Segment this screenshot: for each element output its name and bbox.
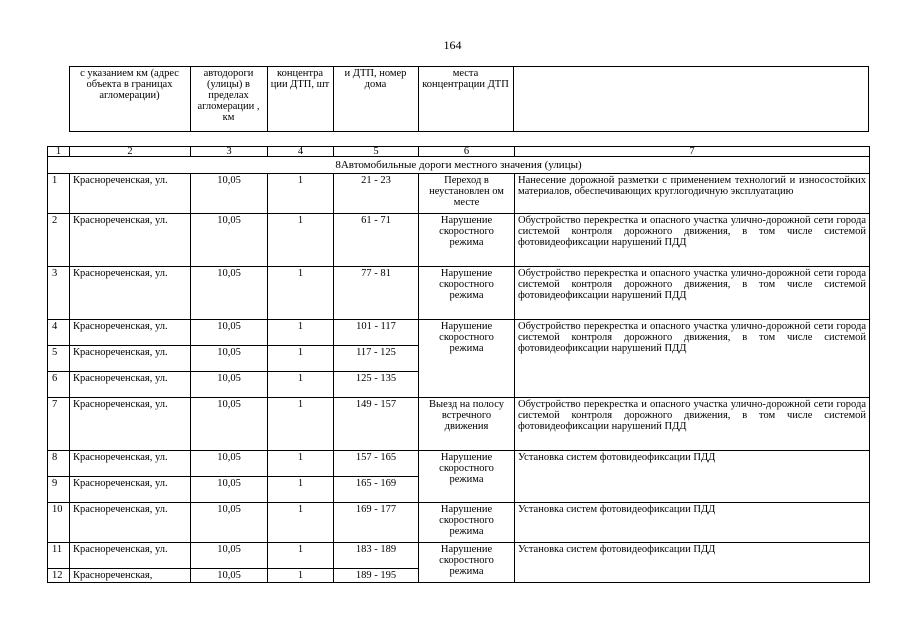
measure-cell: Обустройство перекрестка и опасного участка улично-дорожной сети города системой контроля дорожного движения, в том числе системой фотовидеофиксации нарушений ПДД	[515, 320, 870, 398]
row-number: 8	[48, 451, 70, 477]
table-row	[48, 320, 870, 346]
measure-cell: Обустройство перекрестка и опасного участка улично-дорожной сети города системой контроля дорожного движения, в том числе системой фотовидеофиксации нарушений ПДД	[515, 267, 870, 320]
reason-cell: Выезд на полосу встречного движения	[419, 398, 515, 451]
street-cell: Краснореченская, ул.	[70, 451, 191, 477]
street-cell: Краснореченская, ул.	[70, 503, 191, 543]
row-number: 2	[48, 214, 70, 267]
row-number: 4	[48, 320, 70, 346]
table-row	[48, 398, 870, 451]
street-cell: Краснореченская, ул.	[70, 346, 191, 372]
row-number: 6	[48, 372, 70, 398]
reason-cell: Нарушение скоростного режима	[419, 543, 515, 583]
header-cell-3: автодороги (улицы) в пределах агломерации , км	[190, 67, 267, 132]
street-cell: Краснореченская, ул.	[70, 267, 191, 320]
column-number: 2	[70, 147, 191, 157]
row-number: 3	[48, 267, 70, 320]
data-table	[47, 146, 870, 583]
count-cell: 1	[268, 543, 334, 569]
count-cell: 1	[268, 503, 334, 543]
table-row	[48, 214, 870, 267]
measure-cell: Обустройство перекрестка и опасного участка улично-дорожной сети города системой контроля дорожного движения, в том числе системой фотовидеофиксации нарушений ПДД	[515, 398, 870, 451]
row-number: 10	[48, 503, 70, 543]
houses-cell: 157 - 165	[334, 451, 419, 477]
header-cell-4: концентра ции ДТП, шт	[267, 67, 333, 132]
street-cell: Краснореченская,	[70, 569, 191, 583]
street-cell: Краснореченская, ул.	[70, 214, 191, 267]
street-cell: Краснореченская, ул.	[70, 372, 191, 398]
column-number: 1	[48, 147, 70, 157]
count-cell: 1	[268, 398, 334, 451]
houses-cell: 149 - 157	[334, 398, 419, 451]
row-number: 9	[48, 477, 70, 503]
length-cell: 10,05	[191, 372, 268, 398]
houses-cell: 165 - 169	[334, 477, 419, 503]
reason-cell: Нарушение скоростного режима	[419, 451, 515, 503]
count-cell: 1	[268, 451, 334, 477]
houses-cell: 61 - 71	[334, 214, 419, 267]
measure-cell: Нанесение дорожной разметки с применением технологий и износостойких материалов, обеспечивающих круглогодичную эксплуатацию	[515, 174, 870, 214]
count-cell: 1	[268, 267, 334, 320]
length-cell: 10,05	[191, 346, 268, 372]
count-cell: 1	[268, 320, 334, 346]
row-number: 5	[48, 346, 70, 372]
length-cell: 10,05	[191, 174, 268, 214]
count-cell: 1	[268, 214, 334, 267]
row-number: 11	[48, 543, 70, 569]
measure-cell: Установка систем фотовидеофиксации ПДД	[515, 503, 870, 543]
street-cell: Краснореченская, ул.	[70, 320, 191, 346]
houses-cell: 117 - 125	[334, 346, 419, 372]
table-row	[48, 503, 870, 543]
header-cell-2: с указанием км (адрес объекта в границах агломерации)	[69, 67, 190, 132]
houses-cell: 21 - 23	[334, 174, 419, 214]
length-cell: 10,05	[191, 451, 268, 477]
reason-cell: Переход в неустановлен ом месте	[419, 174, 515, 214]
houses-cell: 183 - 189	[334, 543, 419, 569]
page-number: 164	[443, 38, 462, 52]
reason-cell: Нарушение скоростного режима	[419, 503, 515, 543]
count-cell: 1	[268, 569, 334, 583]
reason-cell: Нарушение скоростного режима	[419, 320, 515, 398]
column-number: 6	[419, 147, 515, 157]
header-cell-6: места концентрации ДТП	[418, 67, 513, 132]
header-table	[47, 66, 869, 132]
reason-cell: Нарушение скоростного режима	[419, 214, 515, 267]
street-cell: Краснореченская, ул.	[70, 543, 191, 569]
count-cell: 1	[268, 346, 334, 372]
table-row	[48, 543, 870, 569]
street-cell: Краснореченская, ул.	[70, 477, 191, 503]
row-number: 7	[48, 398, 70, 451]
measure-cell: Установка систем фотовидеофиксации ПДД	[515, 543, 870, 583]
header-cell-1	[47, 67, 69, 132]
reason-cell: Нарушение скоростного режима	[419, 267, 515, 320]
table-row	[48, 267, 870, 320]
row-number: 1	[48, 174, 70, 214]
houses-cell: 125 - 135	[334, 372, 419, 398]
houses-cell: 77 - 81	[334, 267, 419, 320]
column-number: 4	[268, 147, 334, 157]
length-cell: 10,05	[191, 477, 268, 503]
length-cell: 10,05	[191, 214, 268, 267]
count-cell: 1	[268, 477, 334, 503]
houses-cell: 169 - 177	[334, 503, 419, 543]
section-title: 8Автомобильные дороги местного значения (улицы)	[48, 157, 870, 174]
length-cell: 10,05	[191, 398, 268, 451]
length-cell: 10,05	[191, 267, 268, 320]
count-cell: 1	[268, 174, 334, 214]
measure-cell: Обустройство перекрестка и опасного участка улично-дорожной сети города системой контроля дорожного движения, в том числе системой фотовидеофиксации нарушений ПДД	[515, 214, 870, 267]
column-number-row	[48, 147, 870, 157]
table-row	[48, 174, 870, 214]
houses-cell: 189 - 195	[334, 569, 419, 583]
section-row	[48, 157, 870, 174]
header-cell-5: и ДТП, номер дома	[333, 67, 418, 132]
street-cell: Краснореченская, ул.	[70, 398, 191, 451]
count-cell: 1	[268, 372, 334, 398]
street-cell: Краснореченская, ул.	[70, 174, 191, 214]
table-row	[48, 451, 870, 477]
header-cell-7	[513, 67, 868, 132]
length-cell: 10,05	[191, 320, 268, 346]
length-cell: 10,05	[191, 503, 268, 543]
length-cell: 10,05	[191, 543, 268, 569]
column-number: 3	[191, 147, 268, 157]
measure-cell: Установка систем фотовидеофиксации ПДД	[515, 451, 870, 503]
row-number: 12	[48, 569, 70, 583]
column-number: 7	[515, 147, 870, 157]
length-cell: 10,05	[191, 569, 268, 583]
column-number: 5	[334, 147, 419, 157]
houses-cell: 101 - 117	[334, 320, 419, 346]
